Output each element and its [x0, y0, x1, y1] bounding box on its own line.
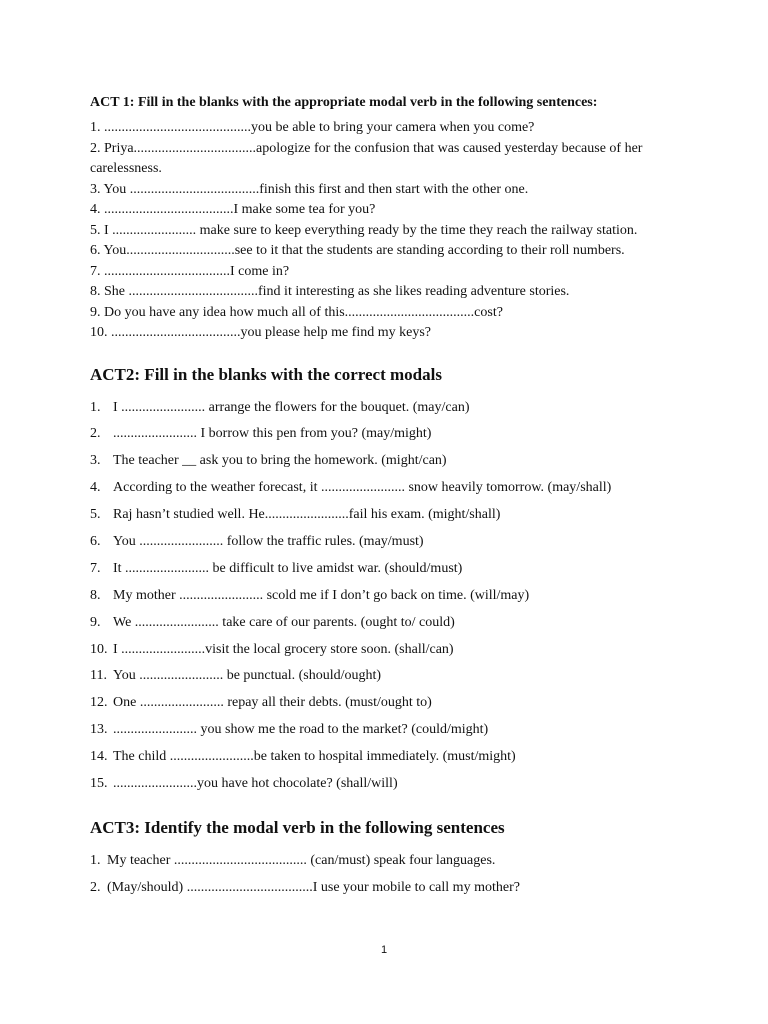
- act2-item-12: [90, 694, 690, 711]
- item-number: 11.: [90, 668, 107, 684]
- item-number: 10.: [90, 641, 108, 657]
- item-text: My mother ........................ scold me if I don’t go back on time. (will/may): [113, 587, 530, 603]
- item-text: We ........................ take care of our parents. (ought to/ could): [113, 614, 455, 630]
- act3-item-1: [90, 852, 690, 869]
- item-number: 3.: [90, 453, 101, 469]
- item-text: It ........................ be difficult to live amidst war. (should/must): [113, 560, 463, 576]
- item-number: 2.: [90, 426, 101, 442]
- act1-heading: ACT 1: Fill in the blanks with the appropriate modal verb in the following sentences:: [90, 95, 598, 110]
- item-text: (May/should) ....................................I use your mobile to call my mother?: [107, 879, 520, 895]
- item-text: ........................ you show me the road to the market? (could/might): [113, 722, 489, 738]
- item-text: ........................ I borrow this pen from you? (may/might): [113, 426, 432, 442]
- act2-item-2: [90, 425, 690, 442]
- act3-heading: ACT3: Identify the modal verb in the following sentences: [90, 817, 505, 837]
- item-text: Raj hasn’t studied well. He........................fail his exam. (might/shall): [113, 507, 501, 523]
- act1-item-8: 8. She .....................................find it interesting as she likes reading adventure stories.: [90, 284, 570, 299]
- item-number: 13.: [90, 722, 108, 738]
- item-number: 6.: [90, 533, 101, 549]
- act1-item-2: 2. Priya...................................apologize for the confusion that was caused yesterday because of her carelessness.: [90, 140, 643, 176]
- item-number: 12.: [90, 695, 108, 711]
- act3-item-2: [90, 879, 690, 896]
- act2-item-11: [90, 667, 690, 684]
- item-text: The teacher __ ask you to bring the homework. (might/can): [113, 453, 447, 469]
- act2-heading: ACT2: Fill in the blanks with the correct modals: [90, 364, 442, 384]
- act2-item-1: [90, 399, 690, 416]
- item-number: 4.: [90, 480, 101, 496]
- item-number: 15.: [90, 775, 108, 791]
- act1-item-6: 6. You...............................see to it that the students are standing according to their roll numbers.: [90, 243, 625, 258]
- act1-item-4: 4. .....................................I make some tea for you?: [90, 202, 376, 217]
- act2-item-15: [90, 775, 690, 792]
- act2-item-6: [90, 533, 690, 550]
- act2-item-14: [90, 748, 690, 765]
- act1-item-3: 3. You .....................................finish this first and then start with the other one.: [90, 181, 529, 197]
- act2-item-4: [90, 479, 690, 496]
- item-number: 14.: [90, 749, 108, 765]
- act2-item-9: [90, 614, 690, 631]
- item-number: 2.: [90, 879, 101, 895]
- item-text: One ........................ repay all their debts. (must/ought to): [113, 695, 432, 711]
- item-text: My teacher ...................................... (can/must) speak four languages.: [107, 852, 496, 868]
- act2-list: [90, 399, 690, 792]
- act1-item-10: 10. .....................................you please help me find my keys?: [90, 325, 432, 340]
- act2-item-5: [90, 506, 690, 523]
- item-text: According to the weather forecast, it ........................ snow heavily tomorrow. (may/shall): [113, 480, 612, 496]
- act1-item-5: 5. I ........................ make sure to keep everything ready by the time they reach the railway station.: [90, 222, 638, 238]
- act1-item-7: 7. ....................................I come in?: [90, 263, 290, 279]
- page-number: 1: [380, 944, 388, 956]
- item-text: ........................you have hot chocolate? (shall/will): [113, 775, 398, 791]
- act1-list: [90, 118, 690, 344]
- item-text: You ........................ be punctual. (should/ought): [113, 668, 382, 684]
- act1-item-9: 9. Do you have any idea how much all of this.....................................cost?: [90, 304, 503, 320]
- act2-item-7: [90, 560, 690, 577]
- document-page: [90, 94, 690, 906]
- item-number: 1.: [90, 852, 101, 868]
- item-text: The child ........................be taken to hospital immediately. (must/might): [113, 749, 516, 765]
- item-text: I ........................ arrange the flowers for the bouquet. (may/can): [113, 399, 470, 415]
- act2-item-10: [90, 641, 690, 658]
- item-number: 5.: [90, 507, 101, 523]
- item-text: I ........................visit the local grocery store soon. (shall/can): [113, 641, 454, 657]
- act2-item-8: [90, 587, 690, 604]
- act2-item-13: [90, 721, 690, 738]
- item-number: 9.: [90, 614, 101, 630]
- act1-item-1: 1. ..........................................you be able to bring your camera when you come?: [90, 120, 535, 135]
- act2-item-3: [90, 452, 690, 469]
- item-number: 7.: [90, 560, 101, 576]
- item-number: 1.: [90, 399, 101, 415]
- act3-list: [90, 852, 690, 896]
- item-text: You ........................ follow the traffic rules. (may/must): [113, 533, 424, 549]
- item-number: 8.: [90, 587, 101, 603]
